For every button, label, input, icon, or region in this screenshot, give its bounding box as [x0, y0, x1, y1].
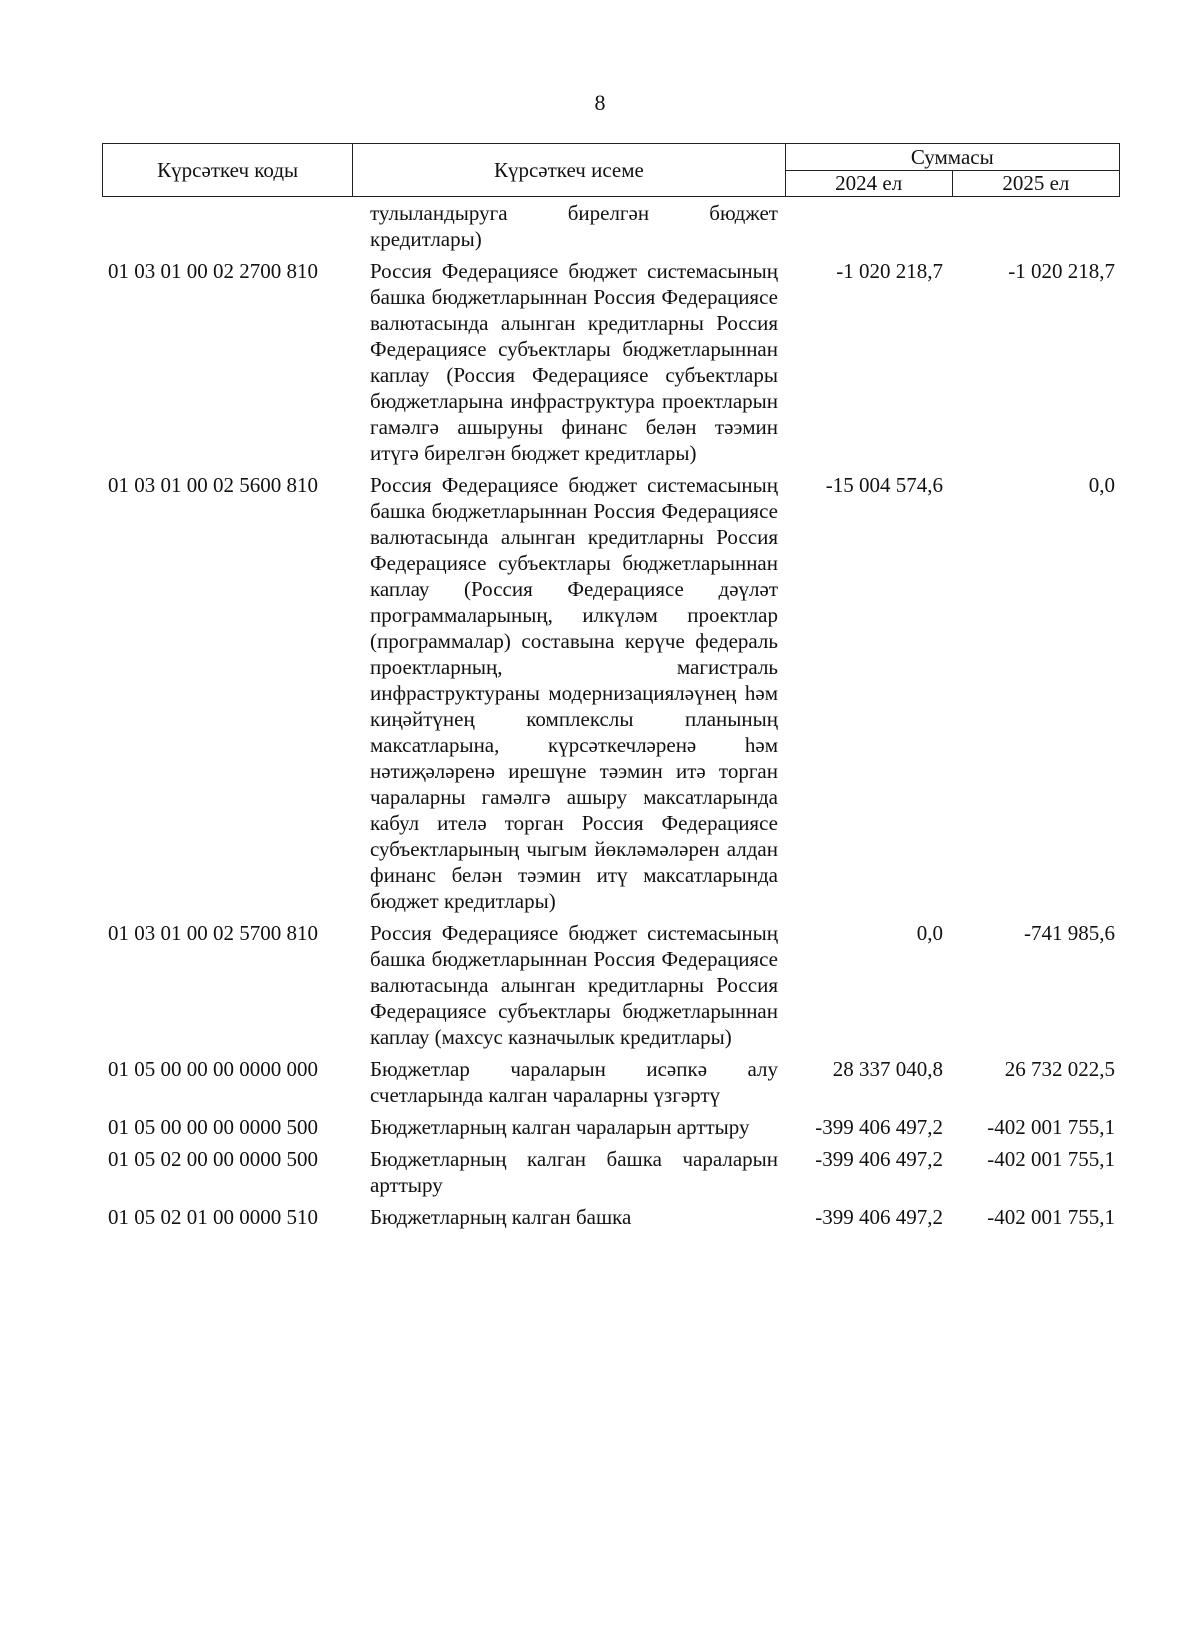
amount-2025: -1 020 218,7 — [1008, 259, 1115, 283]
amount-2024: 28 337 040,8 — [832, 1057, 943, 1081]
amount-2025: -741 985,6 — [1024, 921, 1115, 945]
amount-2025: 26 732 022,5 — [1004, 1057, 1115, 1081]
table-row — [102, 920, 1120, 1050]
table-row — [102, 1146, 1120, 1198]
amount-2025: 0,0 — [1088, 473, 1115, 497]
table-row — [102, 1204, 1120, 1230]
indicator-code: 01 03 01 00 02 2700 810 — [108, 259, 318, 283]
indicator-name: Бюджетлар чараларын исәпкә алу счетларында калган чараларны үзгәртү — [370, 1057, 778, 1107]
table-row — [102, 1056, 1120, 1108]
indicator-code: 01 03 01 00 02 5700 810 — [108, 921, 318, 945]
table-row — [102, 258, 1120, 466]
indicator-name: Россия Федерациясе бюджет системасының башка бюджетларыннан Россия Федерациясе валютасында алынган кредитларны Россия Федерациясе субъектлары бюджетларыннан каплау (Россия Федерациясе дәүләт программаларының, илкүләм проектлар (программалар) составына керүче федераль проектларның, магистраль инфраструктураны модернизацияләүнең һәм киңәйтүнең комплекслы планының максатларына, күрсәткечләренә һәм нәтиҗәләренә ирешүне тәэмин итә торган чараларны гамәлгә ашыру максатларында кабул ителә торган Россия Федерациясе субъектларының чыгым йөкләмәләрен алдан финанс белән тәэмин итү максатларында бюджет кредитлары) — [370, 473, 778, 913]
indicator-code: 01 05 02 00 00 0000 500 — [108, 1147, 318, 1171]
amount-2024: -399 406 497,2 — [815, 1147, 943, 1171]
year-2025-header: 2025 ел — [952, 171, 1119, 197]
page-number: 8 — [594, 90, 606, 115]
indicator-code: 01 05 00 00 00 0000 000 — [108, 1057, 318, 1081]
year-2024-header: 2024 ел — [785, 171, 952, 197]
table-body — [102, 200, 1120, 1230]
indicator-name: тулыландыруга бирелгән бюджет кредитлары) — [370, 201, 778, 251]
code-column-header: Күрсәткеч коды — [103, 144, 353, 197]
amount-2024: -15 004 574,6 — [825, 473, 943, 497]
indicator-name: Россия Федерациясе бюджет системасының башка бюджетларыннан Россия Федерациясе валютасында алынган кредитларны Россия Федерациясе субъектлары бюджетларыннан каплау (махсус казначылык кредитлары) — [370, 921, 778, 1049]
table-row — [102, 200, 1120, 252]
indicator-name: Россия Федерациясе бюджет системасының башка бюджетларыннан Россия Федерациясе валютасында алынган кредитларны Россия Федерациясе субъектлары бюджетларыннан каплау (Россия Федерациясе субъектлары бюджетларына инфраструктура проектларын гамәлгә ашыруны финанс белән тәэмин итүгә бирелгән бюджет кредитлары) — [370, 259, 778, 465]
amount-2024: -399 406 497,2 — [815, 1115, 943, 1139]
amount-2024: -399 406 497,2 — [815, 1205, 943, 1229]
indicator-name: Бюджетларның калган чараларын арттыру — [370, 1115, 750, 1139]
amount-2024: -1 020 218,7 — [836, 259, 943, 283]
sum-column-header: Суммасы — [785, 144, 1119, 171]
indicator-name: Бюджетларның калган башка — [370, 1205, 632, 1229]
indicator-code: 01 05 02 01 00 0000 510 — [108, 1205, 318, 1229]
table-row — [102, 1114, 1120, 1140]
amount-2025: -402 001 755,1 — [987, 1205, 1115, 1229]
table-row — [102, 472, 1120, 914]
amount-2024: 0,0 — [916, 921, 943, 945]
indicator-code: 01 05 00 00 00 0000 500 — [108, 1115, 318, 1139]
indicator-name: Бюджетларның калган башка чараларын арттыру — [370, 1147, 778, 1197]
amount-2025: -402 001 755,1 — [987, 1115, 1115, 1139]
indicator-code: 01 03 01 00 02 5600 810 — [108, 473, 318, 497]
name-column-header: Күрсәткеч исеме — [353, 144, 785, 197]
table-header — [102, 143, 1120, 197]
amount-2025: -402 001 755,1 — [987, 1147, 1115, 1171]
